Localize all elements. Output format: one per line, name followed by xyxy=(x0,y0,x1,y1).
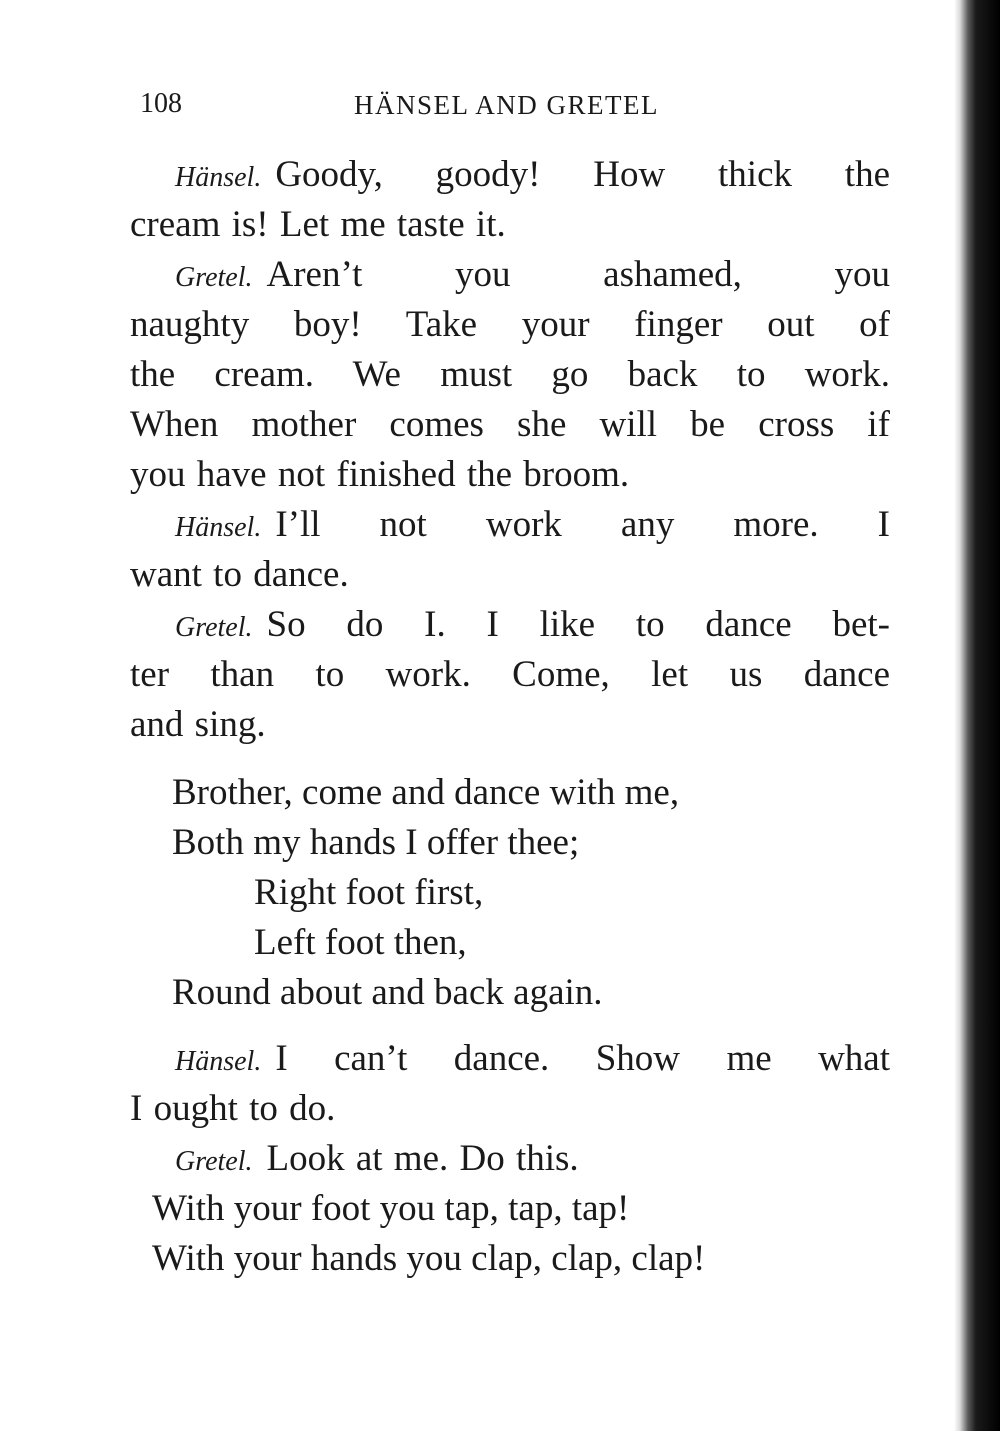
page-number: 108 xyxy=(140,88,182,119)
dialogue-line: ter than to work. Come, let us dance xyxy=(130,654,890,695)
dialogue-line xyxy=(130,600,890,650)
speaker-label: Hänsel. xyxy=(175,1046,262,1077)
dialogue-line: want to dance. xyxy=(130,554,349,595)
speaker-label: Gretel. xyxy=(175,1146,253,1177)
dialogue-text: I’ll not work any more. I xyxy=(275,504,890,545)
verse-line: Both my hands I offer thee; xyxy=(172,822,580,863)
speaker-label: Gretel. xyxy=(175,612,253,643)
text-block xyxy=(130,150,890,1284)
dialogue-line xyxy=(130,250,890,300)
verse-line: With your hands you clap, clap, clap! xyxy=(152,1238,706,1279)
dialogue-text: Aren’t you ashamed, you xyxy=(266,254,890,295)
dialogue-line: I ought to do. xyxy=(130,1088,336,1129)
book-title: HÄNSEL AND GRETEL xyxy=(354,90,659,120)
dialogue-line xyxy=(130,500,890,550)
dialogue-text: Look at me. Do this. xyxy=(266,1138,579,1179)
dialogue-text: So do I. I like to dance bet- xyxy=(266,604,890,645)
verse-line: Right foot first, xyxy=(254,872,484,913)
dialogue-line: cream is! Let me taste it. xyxy=(130,204,506,245)
dialogue-text: Goody, goody! How thick the xyxy=(275,154,890,195)
running-head xyxy=(140,88,700,128)
dialogue-text: I can’t dance. Show me what xyxy=(275,1038,890,1079)
dialogue-line xyxy=(130,1134,890,1184)
dialogue-line: When mother comes she will be cross if xyxy=(130,404,890,445)
dialogue-line xyxy=(130,150,890,200)
dialogue-line: you have not finished the broom. xyxy=(130,454,630,495)
dialogue-line: the cream. We must go back to work. xyxy=(130,354,890,395)
dialogue-line: and sing. xyxy=(130,704,266,745)
speaker-label: Gretel. xyxy=(175,262,253,293)
speaker-label: Hänsel. xyxy=(175,512,262,543)
verse-line: Left foot then, xyxy=(254,922,467,963)
binding-edge xyxy=(954,0,1000,1431)
speaker-label: Hänsel. xyxy=(175,162,262,193)
verse-line: Brother, come and dance with me, xyxy=(172,772,680,813)
dialogue-line xyxy=(130,1034,890,1084)
verse-line: Round about and back again. xyxy=(172,972,603,1013)
dialogue-line: naughty boy! Take your finger out of xyxy=(130,304,890,345)
song-stanza xyxy=(130,768,890,1018)
verse-line: With your foot you tap, tap, tap! xyxy=(152,1188,630,1229)
